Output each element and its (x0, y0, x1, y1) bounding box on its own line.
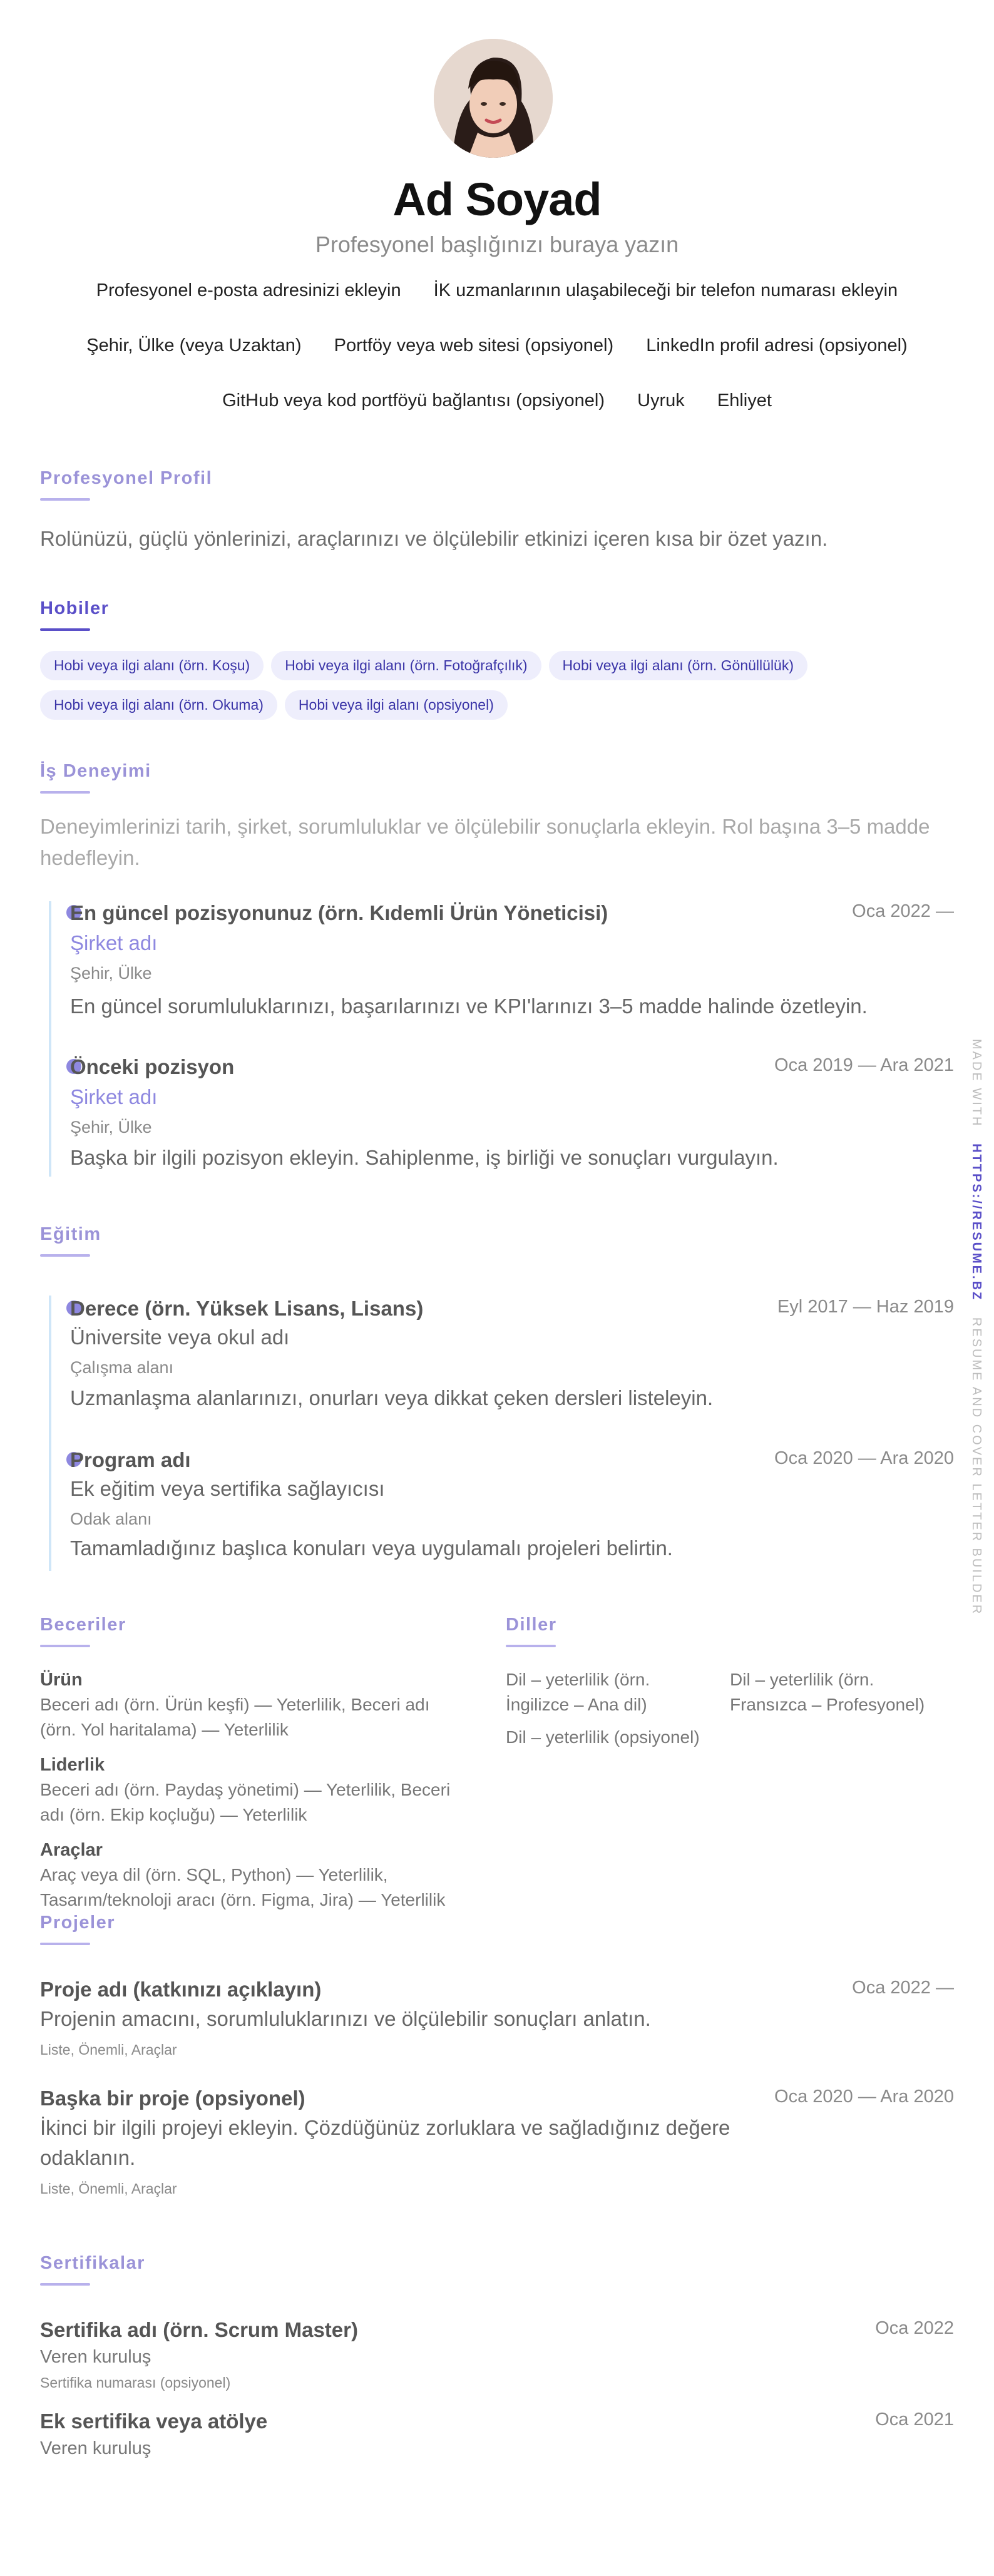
contact-email[interactable]: Profesyonel e-posta adresinizi ekleyin (96, 280, 401, 300)
section-title-education: Eğitim (40, 1224, 101, 1244)
language-line: İngilizce – Ana dil) (506, 1695, 647, 1714)
skill-line: Beceri adı (örn. Ürün keşfi) — Yeterlilik, Beceri adı (40, 1695, 430, 1714)
project-title: Proje adı (katkınızı açıklayın) (40, 1978, 322, 2001)
skill-group-name: Liderlik (40, 1755, 105, 1775)
certification-title: Sertifika adı (örn. Scrum Master) (40, 2318, 358, 2341)
experience-company: Şirket adı (70, 1085, 158, 1108)
skill-line: Beceri adı (örn. Paydaş yönetimi) — Yeterlilik, Beceri (40, 1780, 451, 1799)
education-degree: Program adı (70, 1448, 191, 1471)
education-description: Tamamladığınız başlıca konuları veya uygulamalı projeleri belirtin. (70, 1536, 673, 1560)
hobby-chip: Hobi veya ilgi alanı (örn. Gönüllülük) (549, 651, 807, 680)
skill-line: adı (örn. Ekip koçluğu) — Yeterlilik (40, 1805, 307, 1824)
candidate-headline: Profesyonel başlığınızı buraya yazın (315, 232, 679, 257)
skill-group-name: Ürün (40, 1670, 83, 1690)
contact-nationality: Uyruk (637, 391, 685, 411)
section-underline (40, 2283, 90, 2286)
skill-group-leadership (40, 1752, 491, 1827)
profile-photo (434, 39, 553, 158)
contact-portfolio[interactable]: Portföy veya web sitesi (opsiyonel) (334, 335, 614, 355)
hobby-chip: Hobi veya ilgi alanı (örn. Koşu) (40, 651, 264, 680)
experience-location: Şehir, Ülke (70, 1118, 152, 1137)
project-date: Oca 2020 — Ara 2020 (774, 2087, 954, 2107)
education-field: Odak alanı (70, 1510, 152, 1528)
skill-line: (örn. Yol haritalama) — Yeterlilik (40, 1720, 289, 1739)
skill-group-product (40, 1667, 491, 1742)
education-description: Uzmanlaşma alanlarınızı, onurları veya dikkat çeken dersleri listeleyin. (70, 1386, 714, 1409)
contact-license: Ehliyet (717, 391, 772, 411)
hobby-chip: Hobi veya ilgi alanı (opsiyonel) (285, 690, 508, 720)
education-timeline (49, 1296, 51, 1571)
skill-line: Araç veya dil (örn. SQL, Python) — Yeterlilik, (40, 1865, 388, 1884)
section-underline (40, 498, 90, 501)
language-line: Dil – yeterlilik (opsiyonel) (506, 1727, 700, 1747)
section-underline (40, 1943, 90, 1945)
candidate-name: Ad Soyad (392, 173, 602, 225)
section-title-hobbies: Hobiler (40, 598, 110, 618)
contact-linkedin[interactable]: LinkedIn profil adresi (opsiyonel) (646, 335, 908, 355)
project-tags: Liste, Önemli, Araçlar (40, 2180, 177, 2197)
language-line: Fransızca – Profesyonel) (730, 1695, 925, 1714)
experience-date: Oca 2022 — (852, 901, 954, 921)
skill-group-tools (40, 1837, 491, 1913)
banner-prefix: MADE WITH (970, 1039, 983, 1128)
profile-avatar (434, 39, 553, 158)
language-item (730, 1667, 955, 1717)
project-title: Başka bir proje (opsiyonel) (40, 2087, 305, 2110)
section-title-languages: Diller (506, 1615, 557, 1635)
banner-suffix: RESUME AND COVER LETTER BUILDER (970, 1317, 983, 1616)
certification-title: Ek sertifika veya atölye (40, 2410, 268, 2433)
project-description-cont: odaklanın. (40, 2146, 136, 2169)
experience-location: Şehir, Ülke (70, 964, 152, 983)
project-date: Oca 2022 — (852, 1978, 954, 1998)
language-item (506, 1667, 719, 1717)
education-degree: Derece (örn. Yüksek Lisans, Lisans) (70, 1297, 424, 1320)
experience-description: Başka bir ilgili pozisyon ekleyin. Sahiplenme, iş birliği ve sonuçları vurgulayın. (70, 1146, 779, 1169)
hobby-chip: Hobi veya ilgi alanı (örn. Okuma) (40, 690, 277, 720)
profile-summary: Rolünüzü, güçlü yönlerinizi, araçlarınızı ve ölçülebilir etkinizi içeren kısa bir özet yazın. (40, 527, 828, 550)
hobby-chip: Hobi veya ilgi alanı (örn. Fotoğrafçılık) (271, 651, 541, 680)
language-line: Dil – yeterlilik (örn. (506, 1670, 650, 1689)
project-description: İkinci bir ilgili projeyi ekleyin. Çözdüğünüz zorluklara ve sağladığınız değere (40, 2116, 730, 2139)
certification-issuer: Veren kuruluş (40, 2347, 151, 2367)
certification-date: Oca 2022 (875, 2318, 954, 2338)
section-underline (40, 1254, 90, 1257)
experience-description: En güncel sorumluluklarınızı, başarılarınızı ve KPI'larınızı 3–5 madde halinde özetleyin. (70, 994, 868, 1018)
experience-timeline (49, 901, 51, 1177)
certification-issuer: Veren kuruluş (40, 2438, 151, 2458)
section-title-experience: İş Deneyimi (40, 761, 151, 781)
language-item (506, 1725, 731, 1750)
education-date: Oca 2020 — Ara 2020 (774, 1448, 954, 1468)
section-underline (40, 628, 90, 631)
section-title-profile: Profesyonel Profil (40, 468, 213, 488)
education-school: Ek eğitim veya sertifika sağlayıcısı (70, 1477, 385, 1500)
contact-row-3 (0, 391, 994, 411)
certification-number: Sertifika numarası (opsiyonel) (40, 2374, 231, 2391)
contact-row-2 (0, 335, 994, 356)
contact-row-1 (0, 280, 994, 301)
project-tags: Liste, Önemli, Araçlar (40, 2042, 177, 2058)
section-underline (506, 1645, 556, 1647)
certification-date: Oca 2021 (875, 2410, 954, 2430)
section-title-certifications: Sertifikalar (40, 2253, 145, 2273)
experience-date: Oca 2019 — Ara 2021 (774, 1055, 954, 1075)
experience-title: En güncel pozisyonunuz (örn. Kıdemli Ürün Yöneticisi) (70, 901, 608, 924)
made-with-banner (969, 1039, 983, 1615)
hobby-chips (40, 651, 954, 730)
section-underline (40, 1645, 90, 1647)
contact-phone[interactable]: İK uzmanlarının ulaşabileceği bir telefon numarası ekleyin (433, 280, 898, 300)
education-field: Çalışma alanı (70, 1358, 174, 1377)
contact-github[interactable]: GitHub veya kod portföyü bağlantısı (opsiyonel) (222, 391, 605, 411)
skill-line: Tasarım/teknoloji aracı (örn. Figma, Jira) — Yeterlilik (40, 1890, 446, 1909)
experience-company: Şirket adı (70, 931, 158, 954)
section-underline (40, 791, 90, 794)
section-title-skills: Beceriler (40, 1615, 126, 1635)
language-line: Dil – yeterlilik (örn. (730, 1670, 874, 1689)
education-school: Üniversite veya okul adı (70, 1326, 290, 1349)
banner-link[interactable]: HTTPS://RESUME.BZ (970, 1143, 983, 1302)
project-description: Projenin amacını, sorumluluklarınızı ve ölçülebilir sonuçları anlatın. (40, 2007, 651, 2030)
experience-intro: Deneyimlerinizi tarih, şirket, sorumluluklar ve ölçülebilir sonuçlarla ekleyin. Rol başına 3–5 madde hedefleyin. (40, 815, 930, 869)
contact-location: Şehir, Ülke (veya Uzaktan) (86, 335, 302, 355)
skill-group-name: Araçlar (40, 1840, 103, 1860)
section-title-projects: Projeler (40, 1913, 115, 1933)
experience-title: Önceki pozisyon (70, 1055, 235, 1078)
education-date: Eyl 2017 — Haz 2019 (777, 1297, 954, 1317)
